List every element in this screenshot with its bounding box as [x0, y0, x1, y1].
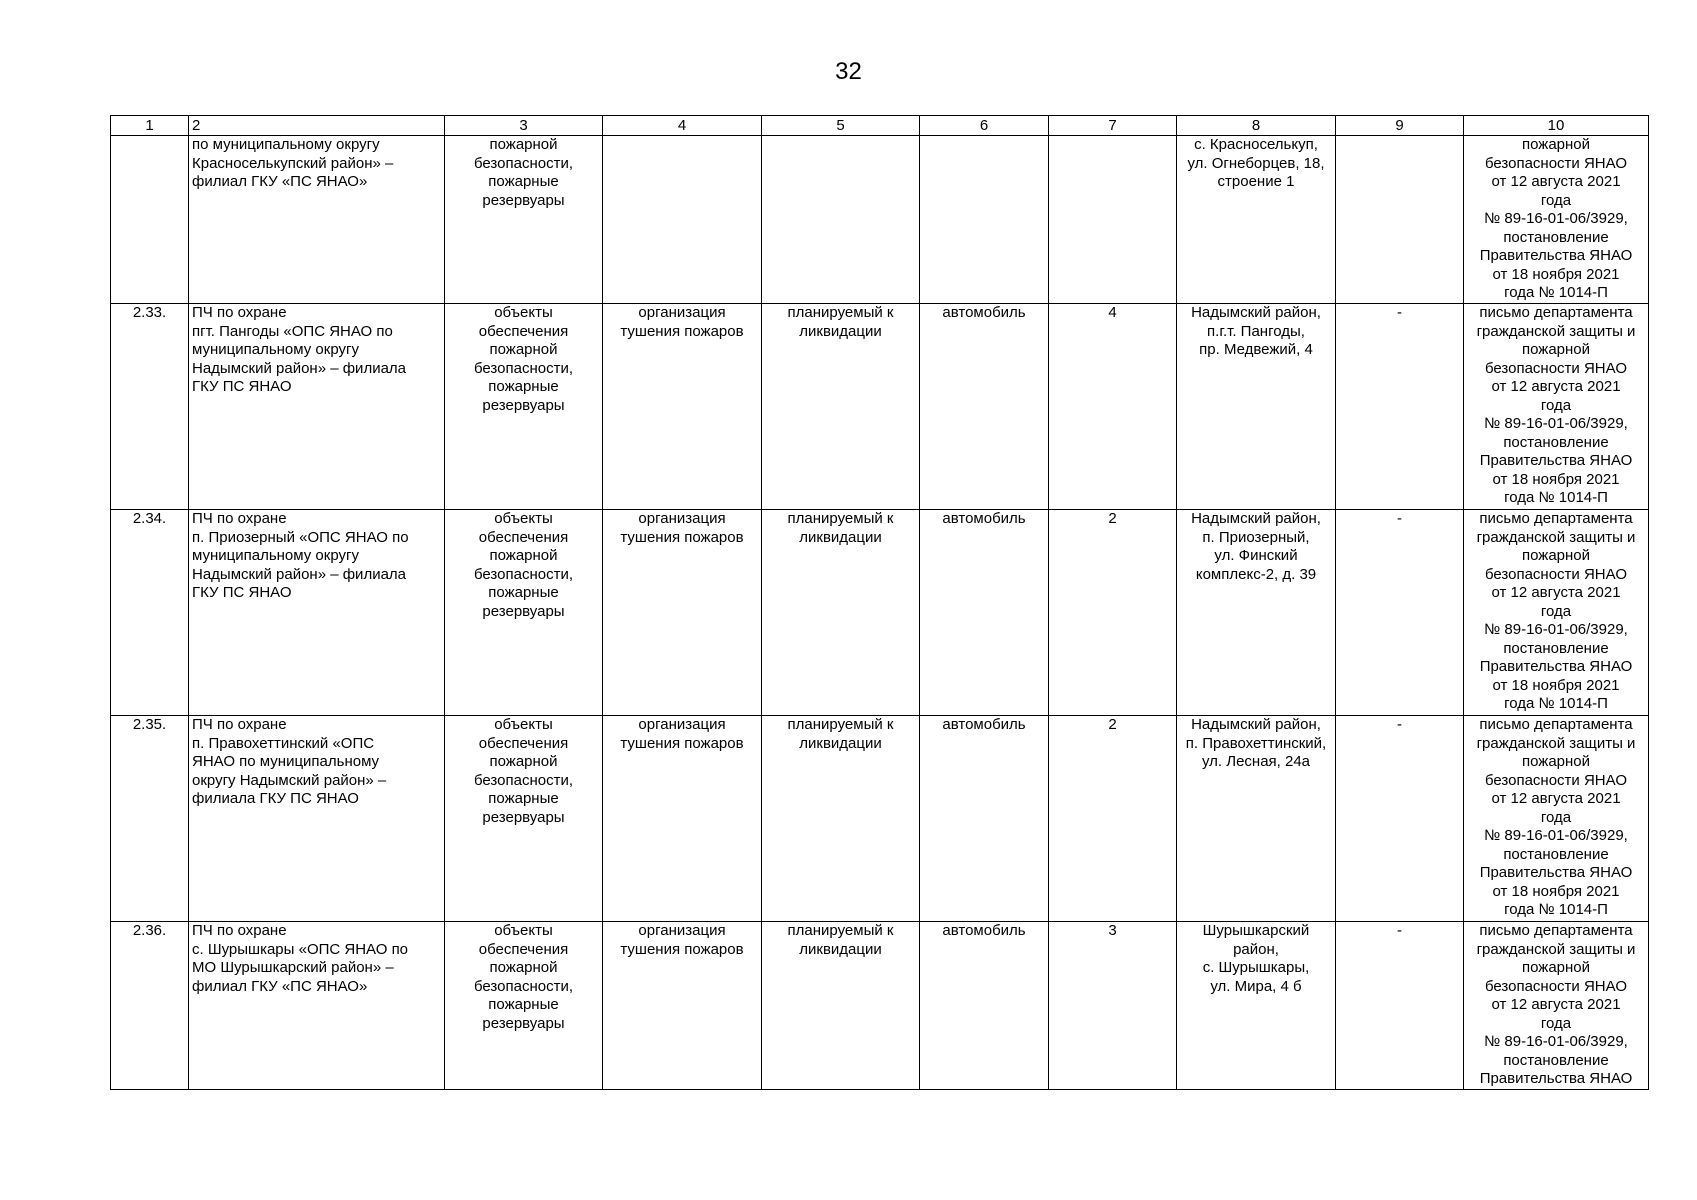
table-row [111, 922, 1649, 1090]
cell-line: МО Шурышкарский район» – [192, 959, 394, 976]
cell-line: от 18 ноября 2021 [1492, 470, 1620, 488]
cell-line: объекты [494, 510, 553, 527]
cell-line: обеспечения [478, 734, 569, 752]
data-table [110, 115, 1649, 1090]
unit-name-cell [189, 716, 445, 922]
cell-line: пожарной [1521, 753, 1591, 770]
col9-cell: - [1336, 510, 1464, 716]
cell-line: ГКУ ПС ЯНАО [192, 378, 292, 395]
cell-line: постановление [1503, 1051, 1609, 1069]
cell-line: планируемый к [787, 510, 894, 527]
cell-line: Правительства ЯНАО [1479, 864, 1633, 881]
cell-line: пожарной [489, 547, 558, 564]
object-type-cell [445, 304, 603, 510]
basis-cell [1464, 304, 1649, 510]
cell-line: пожарной [1521, 959, 1591, 976]
cell-line: безопасности, [474, 359, 573, 377]
address-cell [1177, 922, 1336, 1090]
cell-line: Надымский район, [1191, 510, 1321, 527]
table-row [111, 716, 1649, 922]
cell-line: года № 1014-П [1504, 695, 1608, 712]
cell-line: № 89-16-01-06/3929, [1484, 210, 1628, 227]
cell-line: обеспечения [478, 940, 569, 958]
header-row [111, 116, 1649, 136]
cell-line: филиал ГКУ «ПС ЯНАО» [192, 977, 368, 995]
cell-line: пожарные [488, 378, 559, 395]
cell-line: организация [638, 510, 726, 527]
status-cell [762, 304, 920, 510]
cell-line: Правительства ЯНАО [1479, 452, 1633, 469]
col9-cell: - [1336, 922, 1464, 1090]
cell-line: п.г.т. Пангоды, [1207, 322, 1305, 340]
table-row [111, 510, 1649, 716]
cell-line: муниципальному округу [192, 341, 359, 358]
cell-line: безопасности, [474, 977, 573, 995]
cell-line: Надымский район, [1191, 304, 1321, 321]
cell-line: ул. Мира, 4 б [1210, 977, 1302, 995]
count-cell: 4 [1049, 304, 1177, 510]
purpose-cell [603, 922, 762, 1090]
cell-line: ул. Лесная, 24а [1201, 753, 1311, 770]
cell-line: года [1540, 1014, 1572, 1032]
cell-line: года [1540, 602, 1572, 620]
cell-line: безопасности ЯНАО [1484, 771, 1627, 789]
table-row [111, 304, 1649, 510]
cell-line: пожарной [489, 341, 558, 358]
cell-line: ликвидации [799, 322, 882, 340]
cell-line: ПЧ по охране [192, 304, 287, 321]
header-cell-7: 7 [1049, 116, 1177, 136]
cell-line: от 12 августа 2021 [1491, 173, 1621, 190]
cell-line: года № 1014-П [1504, 489, 1608, 506]
purpose-cell [603, 304, 762, 510]
header-cell-10: 10 [1464, 116, 1649, 136]
cell-line: строение 1 [1217, 173, 1295, 190]
cell-line: года [1540, 191, 1572, 209]
cell-line: письмо департамента [1479, 510, 1633, 527]
count-cell [1049, 136, 1177, 304]
cell-line: от 12 августа 2021 [1491, 996, 1621, 1013]
purpose-cell [603, 136, 762, 304]
header-cell-3: 3 [445, 116, 603, 136]
cell-line: район, [1233, 940, 1279, 958]
cell-line: постановление [1503, 433, 1609, 451]
cell-line: постановление [1503, 639, 1609, 657]
cell-line: п. Приозерный, [1202, 528, 1310, 546]
address-cell [1177, 136, 1336, 304]
cell-line: пгт. Пангоды «ОПС ЯНАО по [192, 322, 393, 340]
cell-line: организация [638, 304, 726, 321]
unit-name-cell [189, 136, 445, 304]
cell-line: года № 1014-П [1504, 284, 1608, 301]
cell-line: п. Правохеттинский, [1185, 734, 1327, 752]
cell-line: Шурышкарский [1202, 922, 1310, 939]
count-cell: 2 [1049, 510, 1177, 716]
cell-line: гражданской защиты и [1476, 940, 1636, 958]
object-type-cell [445, 510, 603, 716]
col9-cell [1336, 136, 1464, 304]
unit-name-cell [189, 922, 445, 1090]
header-cell-2: 2 [189, 116, 445, 136]
cell-line: ликвидации [799, 734, 882, 752]
row-number-cell: 2.35. [111, 716, 189, 922]
cell-line: обеспечения [478, 528, 569, 546]
cell-line: объекты [494, 304, 553, 321]
cell-line: Красноселькупский район» – [192, 154, 394, 172]
cell-line: пожарные [488, 790, 559, 807]
cell-line: безопасности ЯНАО [1484, 154, 1627, 172]
cell-line: от 18 ноября 2021 [1492, 882, 1620, 900]
unit-name-cell [189, 510, 445, 716]
cell-line: Правительства ЯНАО [1479, 247, 1633, 264]
cell-line: от 12 августа 2021 [1491, 790, 1621, 807]
cell-line: Правительства ЯНАО [1479, 658, 1633, 675]
cell-line: письмо департамента [1479, 922, 1633, 939]
cell-line: резервуары [482, 602, 565, 620]
col9-cell: - [1336, 716, 1464, 922]
row-number-cell: 2.36. [111, 922, 189, 1090]
cell-line: от 12 августа 2021 [1491, 584, 1621, 601]
cell-line: филиала ГКУ ПС ЯНАО [192, 790, 359, 807]
table-body [111, 136, 1649, 1090]
cell-line: пожарной [489, 959, 558, 976]
vehicle-type-cell: автомобиль [920, 510, 1049, 716]
cell-line: безопасности ЯНАО [1484, 977, 1627, 995]
header-cell-8: 8 [1177, 116, 1336, 136]
object-type-cell [445, 136, 603, 304]
vehicle-type-cell [920, 136, 1049, 304]
address-cell [1177, 510, 1336, 716]
cell-line: года № 1014-П [1504, 901, 1608, 918]
page-number: 32 [835, 58, 862, 85]
cell-line: п. Правохеттинский «ОПС [192, 734, 375, 752]
header-cell-9: 9 [1336, 116, 1464, 136]
cell-line: объекты [494, 922, 553, 939]
cell-line: объекты [494, 716, 553, 733]
cell-line: муниципальному округу [192, 547, 359, 564]
status-cell [762, 716, 920, 922]
cell-line: организация [638, 716, 726, 733]
cell-line: пожарные [488, 584, 559, 601]
cell-line: № 89-16-01-06/3929, [1484, 1033, 1628, 1050]
count-cell: 3 [1049, 922, 1177, 1090]
cell-line: планируемый к [787, 716, 894, 733]
cell-line: ул. Огнеборцев, 18, [1187, 154, 1325, 172]
cell-line: от 18 ноября 2021 [1492, 676, 1620, 694]
cell-line: резервуары [482, 396, 565, 414]
cell-line: тушения пожаров [620, 322, 744, 340]
cell-line: пожарной [489, 753, 558, 770]
vehicle-type-cell: автомобиль [920, 304, 1049, 510]
cell-line: ликвидации [799, 528, 882, 546]
cell-line: № 89-16-01-06/3929, [1484, 415, 1628, 432]
address-cell [1177, 716, 1336, 922]
cell-line: ул. Финский [1214, 547, 1298, 564]
vehicle-type-cell: автомобиль [920, 922, 1049, 1090]
header-cell-6: 6 [920, 116, 1049, 136]
cell-line: ПЧ по охране [192, 510, 287, 527]
cell-line: года [1540, 396, 1572, 414]
row-number-cell: 2.34. [111, 510, 189, 716]
cell-line: с. Шурышкары, [1202, 959, 1310, 976]
object-type-cell [445, 922, 603, 1090]
cell-line: Правительства ЯНАО [1479, 1070, 1633, 1087]
cell-line: резервуары [482, 1014, 565, 1032]
cell-line: постановление [1503, 845, 1609, 863]
cell-line: ПЧ по охране [192, 922, 287, 939]
cell-line: планируемый к [787, 304, 894, 321]
cell-line: года [1540, 808, 1572, 826]
status-cell [762, 136, 920, 304]
cell-line: пожарной [1521, 136, 1591, 153]
header-cell-1: 1 [111, 116, 189, 136]
object-type-cell [445, 716, 603, 922]
cell-line: п. Приозерный «ОПС ЯНАО по [192, 528, 409, 546]
status-cell [762, 510, 920, 716]
basis-cell [1464, 716, 1649, 922]
cell-line: от 18 ноября 2021 [1492, 265, 1620, 283]
cell-line: пожарные [488, 173, 559, 190]
cell-line: организация [638, 922, 726, 939]
cell-line: по муниципальному округу [192, 136, 380, 153]
cell-line: тушения пожаров [620, 528, 744, 546]
cell-line: пр. Медвежий, 4 [1199, 341, 1313, 358]
cell-line: комплекс-2, д. 39 [1195, 565, 1317, 583]
purpose-cell [603, 510, 762, 716]
cell-line: постановление [1503, 228, 1609, 246]
cell-line: ЯНАО по муниципальному [192, 753, 380, 770]
cell-line: безопасности, [474, 771, 573, 789]
cell-line: письмо департамента [1479, 304, 1633, 321]
cell-line: ГКУ ПС ЯНАО [192, 584, 292, 601]
header-cell-4: 4 [603, 116, 762, 136]
cell-line: с. Шурышкары «ОПС ЯНАО по [192, 940, 409, 958]
cell-line: Надымский район» – филиала [192, 359, 407, 377]
basis-cell [1464, 510, 1649, 716]
cell-line: планируемый к [787, 922, 894, 939]
basis-cell [1464, 922, 1649, 1090]
cell-line: письмо департамента [1479, 716, 1633, 733]
cell-line: Надымский район» – филиала [192, 565, 407, 583]
cell-line: № 89-16-01-06/3929, [1484, 827, 1628, 844]
cell-line: безопасности ЯНАО [1484, 359, 1627, 377]
header-cell-5: 5 [762, 116, 920, 136]
cell-line: округу Надымский район» – [192, 771, 387, 789]
cell-line: безопасности, [474, 565, 573, 583]
address-cell [1177, 304, 1336, 510]
cell-line: безопасности ЯНАО [1484, 565, 1627, 583]
cell-line: с. Красноселькуп, [1194, 136, 1318, 153]
cell-line: гражданской защиты и [1476, 734, 1636, 752]
count-cell: 2 [1049, 716, 1177, 922]
cell-line: № 89-16-01-06/3929, [1484, 621, 1628, 638]
cell-line: Надымский район, [1191, 716, 1321, 733]
status-cell [762, 922, 920, 1090]
cell-line: филиал ГКУ «ПС ЯНАО» [192, 173, 368, 190]
cell-line: пожарной [1521, 547, 1591, 564]
cell-line: резервуары [482, 808, 565, 826]
row-number-cell [111, 136, 189, 304]
vehicle-type-cell: автомобиль [920, 716, 1049, 922]
purpose-cell [603, 716, 762, 922]
table-row [111, 136, 1649, 304]
cell-line: резервуары [482, 191, 565, 209]
cell-line: безопасности, [474, 154, 573, 172]
cell-line: ПЧ по охране [192, 716, 287, 733]
cell-line: пожарной [1521, 341, 1591, 358]
cell-line: гражданской защиты и [1476, 322, 1636, 340]
row-number-cell: 2.33. [111, 304, 189, 510]
cell-line: тушения пожаров [620, 940, 744, 958]
cell-line: пожарной [489, 136, 558, 153]
col9-cell: - [1336, 304, 1464, 510]
cell-line: обеспечения [478, 322, 569, 340]
unit-name-cell [189, 304, 445, 510]
cell-line: ликвидации [799, 940, 882, 958]
cell-line: от 12 августа 2021 [1491, 378, 1621, 395]
basis-cell [1464, 136, 1649, 304]
cell-line: пожарные [488, 996, 559, 1013]
cell-line: гражданской защиты и [1476, 528, 1636, 546]
cell-line: тушения пожаров [620, 734, 744, 752]
